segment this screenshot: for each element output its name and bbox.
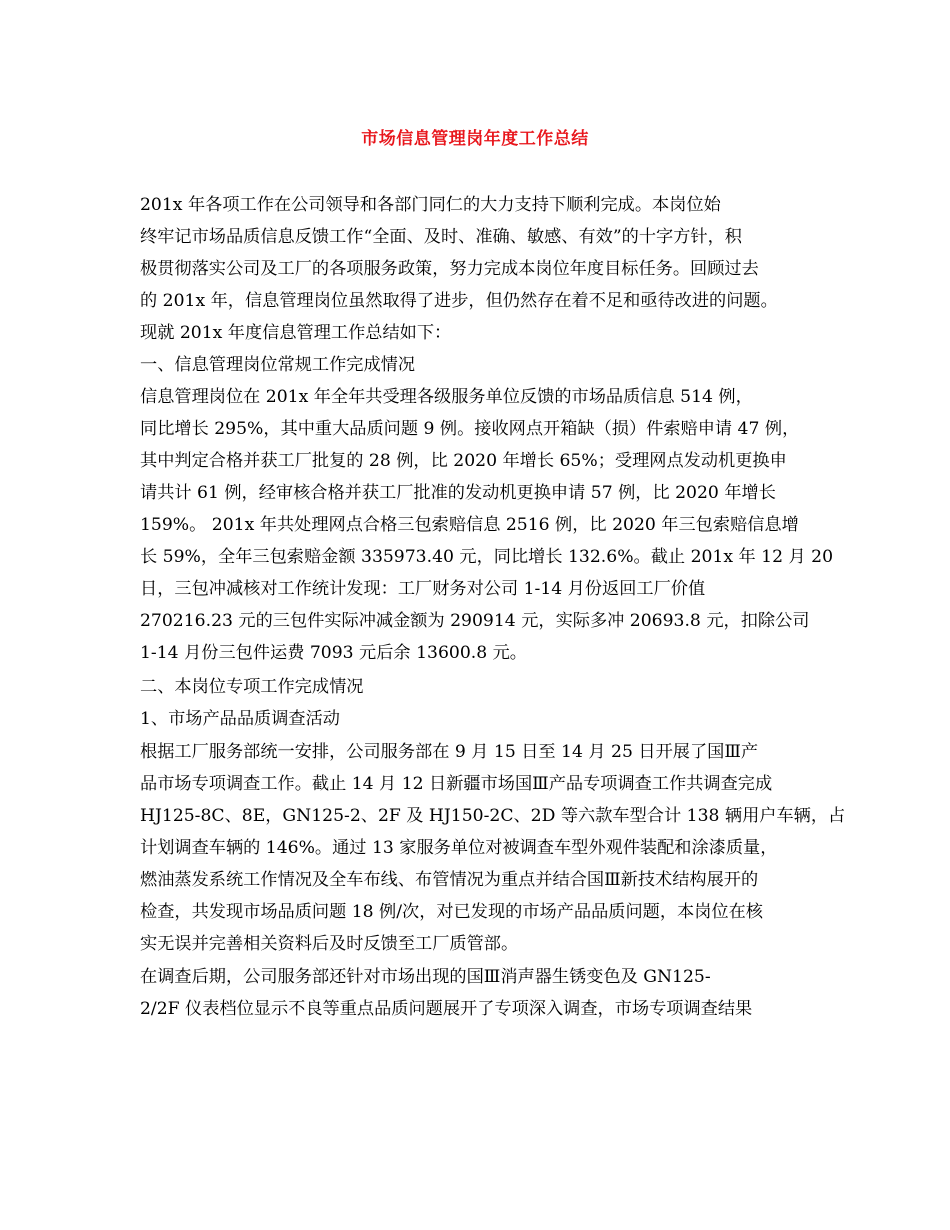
text-line: 燃油蒸发系统工作情况及全车布线、布管情况为重点并结合国Ⅲ新技术结构展开的 <box>140 870 759 890</box>
text-line: 终牢记市场品质信息反馈工作“全面、及时、准确、敏感、有效”的十字方针，积 <box>140 227 742 247</box>
text-line: 实无误并完善相关资料后及时反馈至工厂质管部。 <box>140 934 519 954</box>
text-line: 在调查后期，公司服务部还针对市场出现的国Ⅲ消声器生锈变色及 GN125- <box>140 967 711 987</box>
text-line: 品市场专项调查工作。截止 14 月 12 日新疆市场国Ⅲ产品专项调查工作共调查完成 <box>140 774 773 794</box>
section-heading: 一、信息管理岗位常规工作完成情况 <box>140 355 416 375</box>
section-heading: 二、本岗位专项工作完成情况 <box>140 677 364 697</box>
text-line: 1-14 月份三包件运费 7093 元后余 13600.8 元。 <box>140 643 527 663</box>
text-line: 的 201x 年，信息管理岗位虽然取得了进步，但仍然存在着不足和亟待改进的问题。 <box>140 291 778 311</box>
text-line: 信息管理岗位在 201x 年全年共受理各级服务单位反馈的市场品质信息 514 例， <box>140 387 753 407</box>
text-line: 检查，共发现市场品质问题 18 例/次，对已发现的市场产品品质问题，本岗位在核 <box>140 902 763 922</box>
text-line: 长 59%，全年三包索赔金额 335973.40 元，同比增长 132.6%。截止 201x 年 12 月 20 <box>140 547 834 567</box>
text-line: 270216.23 元的三包件实际冲减金额为 290914 元，实际多冲 20693.8 元，扣除公司 <box>140 611 810 631</box>
subsection-heading: 1、市场产品品质调查活动 <box>140 709 340 729</box>
text-line: 日，三包冲减核对工作统计发现：工厂财务对公司 1-14 月份返回工厂价值 <box>140 579 706 599</box>
text-line: 其中判定合格并获工厂批复的 28 例，比 2020 年增长 65%；受理网点发动机更换申 <box>140 451 787 471</box>
text-line: 计划调查车辆的 146%。通过 13 家服务单位对被调查车型外观件装配和涂漆质量， <box>140 838 778 858</box>
text-line: 2/2F 仪表档位显示不良等重点品质问题展开了专项深入调查，市场专项调查结果 <box>140 999 753 1019</box>
document-title: 市场信息管理岗年度工作总结 <box>361 129 589 149</box>
text-line: 现就 201x 年度信息管理工作总结如下： <box>140 323 452 343</box>
text-line: 同比增长 295%，其中重大品质问题 9 例。接收网点开箱缺（损）件索赔申请 47 例， <box>140 419 800 439</box>
text-line: 极贯彻落实公司及工厂的各项服务政策，努力完成本岗位年度目标任务。回顾过去 <box>140 259 759 279</box>
text-line: HJ125-8C、8E，GN125-2、2F 及 HJ150-2C、2D 等六款车型合计 138 辆用户车辆，占 <box>140 806 846 826</box>
text-line: 请共计 61 例，经审核合格并获工厂批准的发动机更换申请 57 例，比 2020 年增长 <box>140 483 776 503</box>
text-line: 159%。 201x 年共处理网点合格三包索赔信息 2516 例，比 2020 年三包索赔信息增 <box>140 515 799 535</box>
text-line: 201x 年各项工作在公司领导和各部门同仁的大力支持下顺利完成。本岗位始 <box>140 195 721 215</box>
text-line: 根据工厂服务部统一安排，公司服务部在 9 月 15 日至 14 月 25 日开展了国Ⅲ产 <box>140 742 759 762</box>
